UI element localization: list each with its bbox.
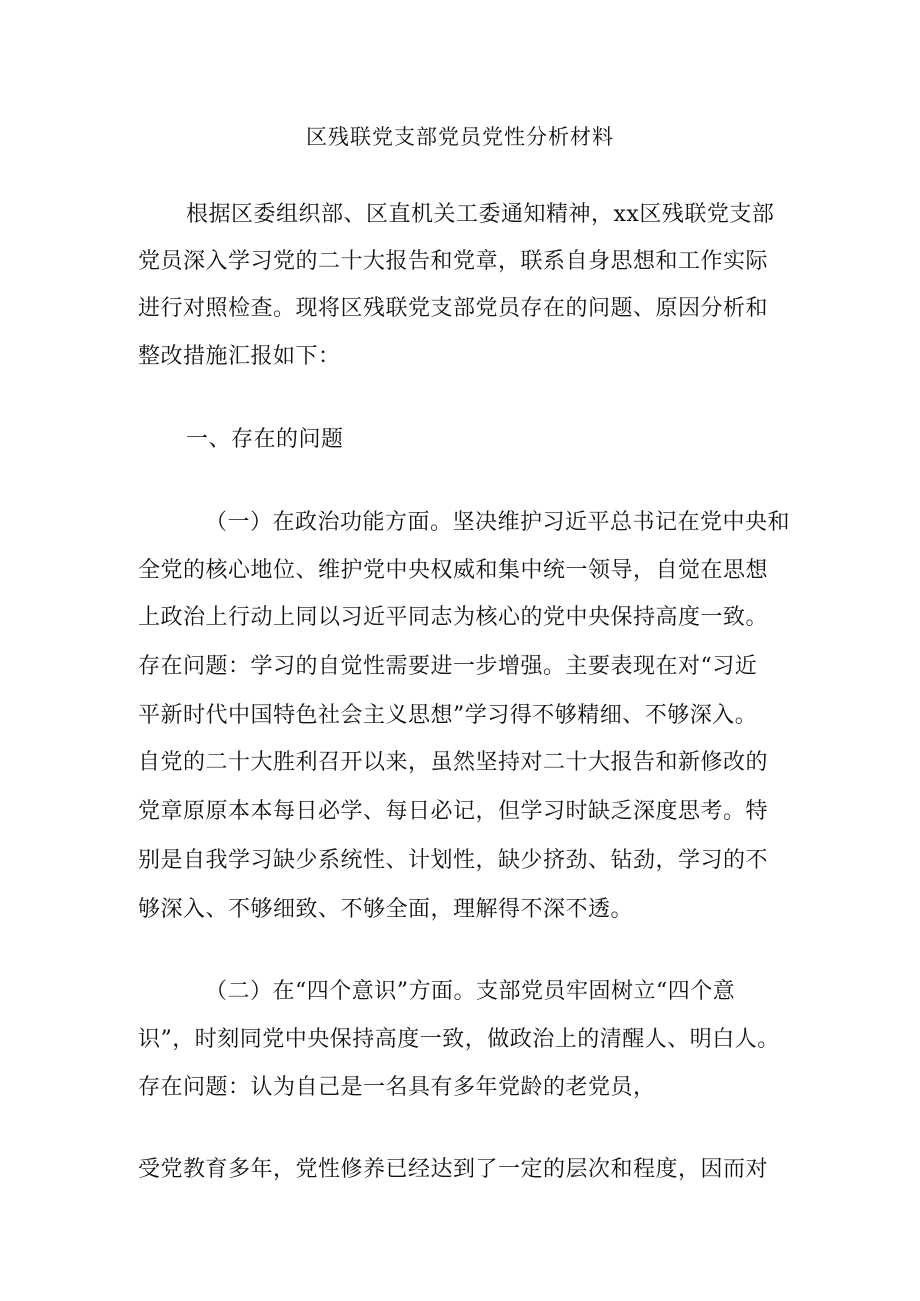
body-line: 别是自我学习缺少系统性、计划性，缺少挤劲、钻劲，学习的不 xyxy=(138,848,769,873)
body-line: 上政治上行动上同以习近平同志为核心的党中央保持高度一致。 xyxy=(138,605,769,630)
body-line: 存在问题：学习的自觉性需要进一步增强。主要表现在对“习近 xyxy=(138,654,758,679)
body-line: 够深入、不够细致、不够全面，理解得不深不透。 xyxy=(138,897,634,922)
body-line: 存在问题：认为自己是一名具有多年党龄的老党员， xyxy=(138,1075,656,1100)
intro-line: 根据区委组织部、区直机关工委通知精神，xx区残联党支部 xyxy=(186,202,775,227)
body-line: （一）在政治功能方面。坚决维护习近平总书记在党中央和 xyxy=(205,510,791,535)
page-title: 区残联党支部党员党性分析材料 xyxy=(306,125,614,149)
body-line: 自党的二十大胜利召开以来，虽然坚持对二十大报告和新修改的 xyxy=(138,750,769,775)
section-heading: 一、存在的问题 xyxy=(186,427,344,452)
body-line: 全党的核心地位、维护党中央权威和集中统一领导，自觉在思想 xyxy=(138,558,769,583)
body-line: 党章原原本本每日必学、每日必记，但学习时缺乏深度思考。特 xyxy=(138,799,769,824)
body-line: 受党教育多年，党性修养已经达到了一定的层次和程度，因而对 xyxy=(138,1157,769,1182)
body-line: 识”，时刻同党中央保持高度一致，做政治上的清醒人、明白人。 xyxy=(138,1027,780,1052)
intro-line: 整改措施汇报如下： xyxy=(138,344,341,369)
body-line: 平新时代中国特色社会主义思想”学习得不够精细、不够深入。 xyxy=(138,703,758,728)
intro-line: 进行对照检查。现将区残联党支部党员存在的问题、原因分析和 xyxy=(138,296,769,321)
intro-line: 党员深入学习党的二十大报告和党章，联系自身思想和工作实际 xyxy=(138,249,769,274)
body-line: （二）在“四个意识”方面。支部党员牢固树立“四个意 xyxy=(205,979,736,1004)
